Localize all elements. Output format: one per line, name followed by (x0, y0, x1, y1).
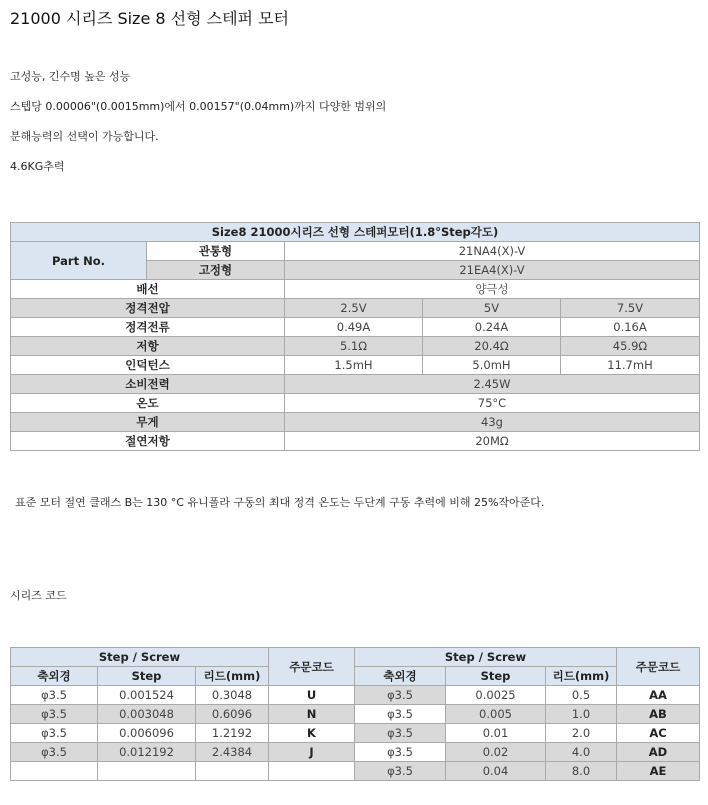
spec-label: 인덕턴스 (11, 356, 285, 375)
spec-label: 정격전류 (11, 318, 285, 337)
part-type-label: 고정형 (147, 261, 285, 280)
spec-value: 0.24A (423, 318, 561, 337)
step-cell (98, 762, 196, 781)
intro-line-3: 분해능력의 선택이 가능합니다. (10, 130, 159, 143)
spec-row-inductance (11, 356, 700, 375)
intro-line-2: 스텝당 0.00006"(0.0015mm)에서 0.00157"(0.04mm)까지 다양한 범위의 (10, 100, 387, 113)
step-cell: 0.001524 (98, 686, 196, 705)
step-cell: 0.003048 (98, 705, 196, 724)
lead-cell: 1.2192 (196, 724, 269, 743)
shaft-cell: φ3.5 (355, 743, 446, 762)
shaft-cell: φ3.5 (11, 686, 98, 705)
code-header-row (11, 648, 700, 667)
shaft-cell: φ3.5 (355, 762, 446, 781)
order-code-cell: U (269, 686, 355, 705)
spec-value: 43g (285, 413, 700, 432)
order-code-cell: J (269, 743, 355, 762)
spec-table-header: Size8 21000시리즈 선형 스테퍼모터(1.8°Step각도) (11, 223, 700, 242)
code-row (11, 686, 700, 705)
order-code-header: 주문코드 (617, 648, 700, 686)
step-header: Step (446, 667, 546, 686)
intro-line-1: 고성능, 긴수명 높은 성능 (10, 70, 131, 83)
spec-label: 절연저항 (11, 432, 285, 451)
spec-value: 20MΩ (285, 432, 700, 451)
shaft-cell: φ3.5 (11, 705, 98, 724)
order-code-cell: K (269, 724, 355, 743)
spec-row-resistance (11, 337, 700, 356)
spec-value: 5V (423, 299, 561, 318)
spec-value: 45.9Ω (561, 337, 700, 356)
code-row (11, 743, 700, 762)
lead-cell: 0.5 (546, 686, 617, 705)
part-type-value: 21NA4(X)-V (285, 242, 700, 261)
shaft-header: 축외경 (355, 667, 446, 686)
spec-row-current (11, 318, 700, 337)
part-type-label: 관통형 (147, 242, 285, 261)
spec-value: 양극성 (285, 280, 700, 299)
lead-cell: 1.0 (546, 705, 617, 724)
order-code-cell: AC (617, 724, 700, 743)
spec-row-wiring (11, 280, 700, 299)
step-screw-header: Step / Screw (11, 648, 269, 667)
shaft-cell: φ3.5 (355, 724, 446, 743)
lead-cell: 2.4384 (196, 743, 269, 762)
step-header: Step (98, 667, 196, 686)
shaft-cell: φ3.5 (355, 686, 446, 705)
lead-cell: 8.0 (546, 762, 617, 781)
shaft-cell: φ3.5 (11, 743, 98, 762)
spec-value: 2.5V (285, 299, 423, 318)
spec-label: 온도 (11, 394, 285, 413)
spec-label: 배선 (11, 280, 285, 299)
spec-value: 20.4Ω (423, 337, 561, 356)
lead-cell: 0.3048 (196, 686, 269, 705)
spec-value: 7.5V (561, 299, 700, 318)
step-cell: 0.006096 (98, 724, 196, 743)
intro-line-4: 4.6KG추력 (10, 160, 65, 173)
spec-header-row (11, 223, 700, 242)
order-code-cell: AB (617, 705, 700, 724)
spec-value: 75°C (285, 394, 700, 413)
lead-cell: 0.6096 (196, 705, 269, 724)
lead-cell: 4.0 (546, 743, 617, 762)
spec-row-power (11, 375, 700, 394)
spec-label: 정격전압 (11, 299, 285, 318)
lead-cell (196, 762, 269, 781)
step-cell: 0.04 (446, 762, 546, 781)
step-cell: 0.0025 (446, 686, 546, 705)
part-no-label: Part No. (11, 242, 147, 280)
step-cell: 0.02 (446, 743, 546, 762)
code-row (11, 762, 700, 781)
spec-value: 5.1Ω (285, 337, 423, 356)
shaft-cell: φ3.5 (355, 705, 446, 724)
code-subheader-row (11, 667, 700, 686)
spec-part-row (11, 242, 700, 261)
insulation-note: 표준 모터 절연 클래스 B는 130 °C 유니폴라 구동의 최대 정격 온도는 두단계 구동 추력에 비해 25%작아준다. (15, 496, 545, 509)
lead-header: 리드(mm) (196, 667, 269, 686)
step-cell: 0.005 (446, 705, 546, 724)
spec-value: 11.7mH (561, 356, 700, 375)
spec-row-insulation (11, 432, 700, 451)
code-row (11, 724, 700, 743)
order-code-cell: N (269, 705, 355, 724)
spec-label: 저항 (11, 337, 285, 356)
spec-row-voltage (11, 299, 700, 318)
spec-value: 5.0mH (423, 356, 561, 375)
part-type-value: 21EA4(X)-V (285, 261, 700, 280)
step-cell: 0.012192 (98, 743, 196, 762)
code-row (11, 705, 700, 724)
lead-header: 리드(mm) (546, 667, 617, 686)
spec-label: 소비전력 (11, 375, 285, 394)
lead-cell: 2.0 (546, 724, 617, 743)
spec-value: 0.49A (285, 318, 423, 337)
shaft-cell (11, 762, 98, 781)
spec-table (10, 222, 700, 451)
spec-value: 0.16A (561, 318, 700, 337)
shaft-header: 축외경 (11, 667, 98, 686)
order-code-cell: AD (617, 743, 700, 762)
shaft-cell: φ3.5 (11, 724, 98, 743)
order-code-cell: AA (617, 686, 700, 705)
spec-row-weight (11, 413, 700, 432)
spec-value: 2.45W (285, 375, 700, 394)
page-title: 21000 시리즈 Size 8 선형 스테퍼 모터 (10, 9, 289, 28)
spec-value: 1.5mH (285, 356, 423, 375)
step-cell: 0.01 (446, 724, 546, 743)
series-code-label: 시리즈 코드 (10, 589, 67, 602)
order-code-cell: AE (617, 762, 700, 781)
spec-row-temperature (11, 394, 700, 413)
order-code-cell (269, 762, 355, 781)
order-code-header: 주문코드 (269, 648, 355, 686)
spec-label: 무게 (11, 413, 285, 432)
step-screw-header: Step / Screw (355, 648, 617, 667)
series-code-table (10, 647, 700, 781)
